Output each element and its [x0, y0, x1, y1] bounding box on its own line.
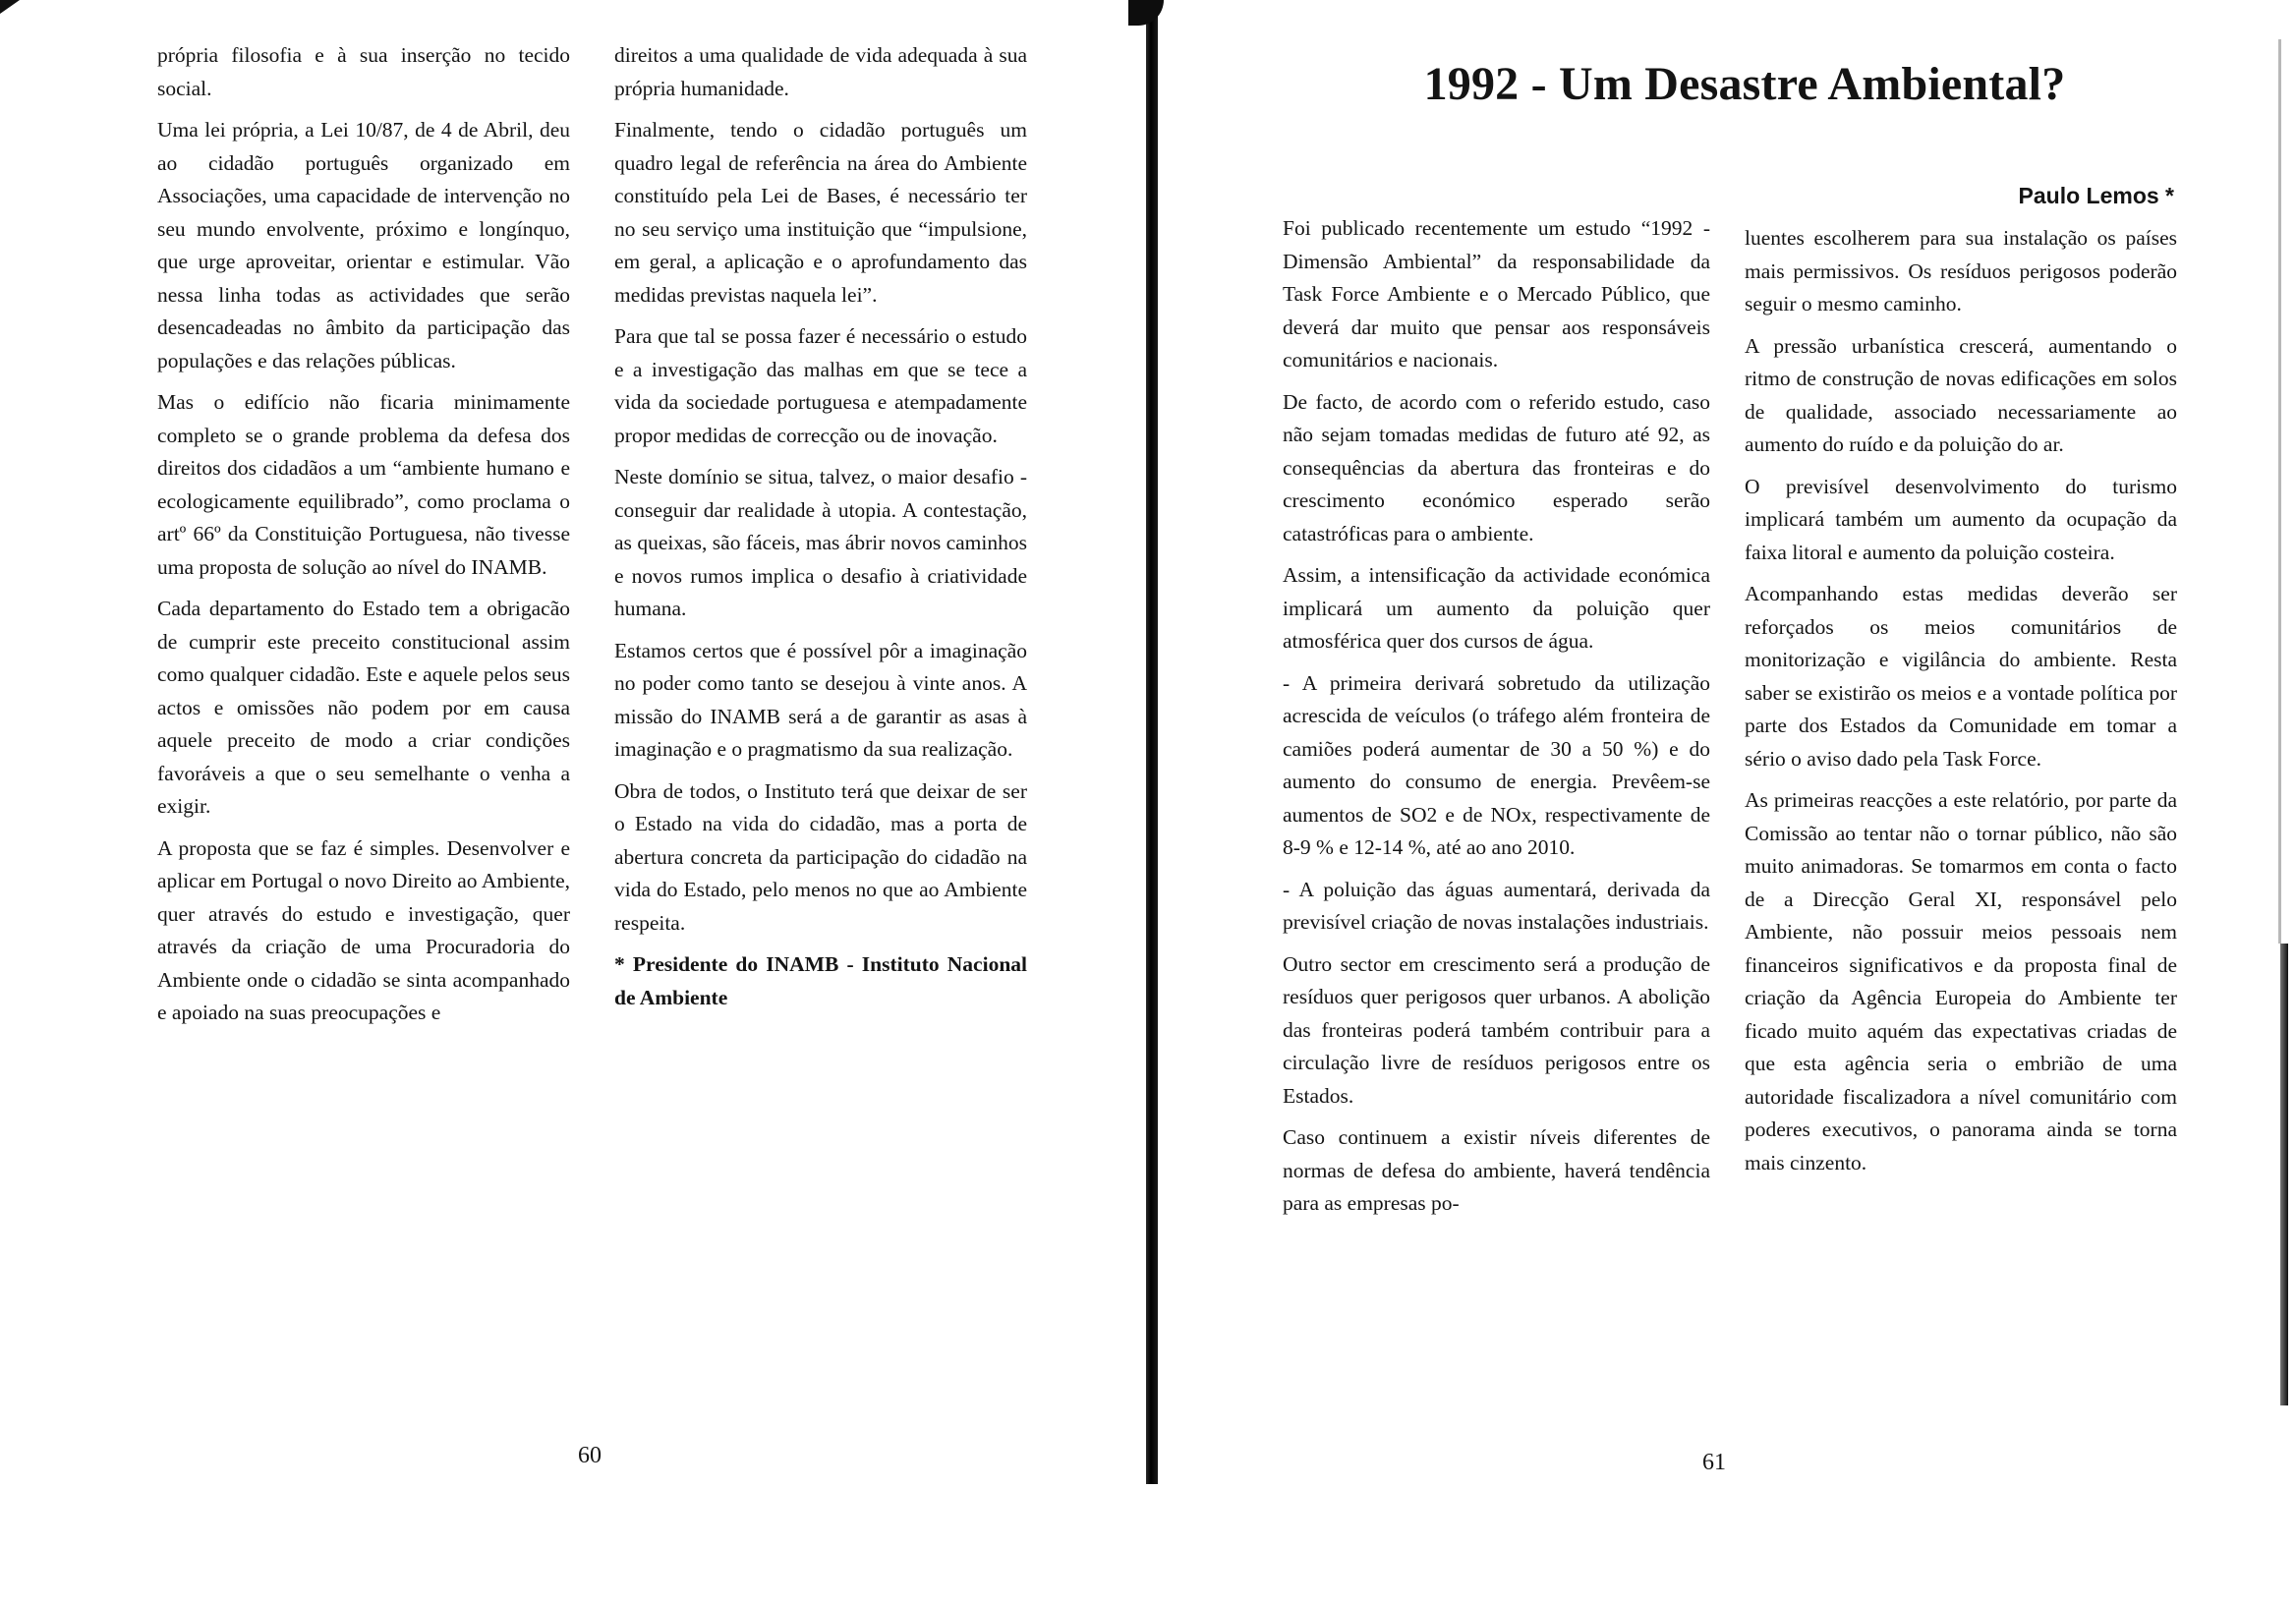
left-page-column-1	[157, 39, 570, 1039]
article-author: Paulo Lemos *	[2018, 183, 2174, 208]
paragraph: A proposta que se faz é simples. Desenvolver e aplicar em Portugal o novo Direito ao Ambiente, quer através do estudo e investigação, quer através da criação de uma Procuradoria do Ambiente onde o cidadão se sinta acompanhado e apoiado na suas preocupações e	[157, 835, 570, 1024]
book-gutter-shadow	[1146, 0, 1158, 1484]
paragraph: Neste domínio se situa, talvez, o maior desafio - conseguir dar realidade à utopia. A contestação, as queixas, são fáceis, mas ábrir novos caminhos e novos rumos implica o desafio à criatividade humana.	[614, 465, 1027, 620]
page-number: 61	[1702, 1450, 1726, 1475]
paragraph: Foi publicado recentemente um estudo “1992 - Dimensão Ambiental” da responsabilidade da Task Force Ambiente e o Mercado Público, que deverá dar muito que pensar aos responsáveis comunitários e nacionais.	[1283, 216, 1710, 372]
paragraph: Para que tal se possa fazer é necessário o estudo e a investigação das malhas em que se tece a vida da sociedade portuguesa e atempadamente propor medidas de correcção ou de inovação.	[614, 324, 1027, 447]
paragraph: Outro sector em crescimento será a produção de resíduos quer perigosos quer urbanos. A abolição das fronteiras poderá também contribuir para a circulação livre de resíduos perigosos entre os Estados.	[1283, 951, 1710, 1108]
paragraph: Obra de todos, o Instituto terá que deixar de ser o Estado na vida do cidadão, mas a porta de abertura concreta da participação do cidadão na vida do Estado, pelo menos no que ao Ambiente respeita.	[614, 778, 1027, 935]
paragraph: Mas o edifício não ficaria minimamente completo se o grande problema da defesa dos direitos dos cidadãos a um “ambiente humano e ecologicamente equilibrado”, como proclama o artº 66º da Constituição Portuguesa, não tivesse uma proposta de solução ao nível do INAMB.	[157, 390, 570, 579]
book-gutter-top-curl	[1128, 0, 1164, 26]
paragraph: Assim, a intensificação da actividade económica implicará um aumento da poluição quer atmosférica quer dos cursos de água.	[1283, 563, 1710, 653]
paragraph: própria filosofia e à sua inserção no tecido social.	[157, 43, 570, 100]
paragraph: O previsível desenvolvimento do turismo implicará também um aumento da ocupação da faixa litoral e aumento da poluição costeira.	[1745, 474, 2177, 564]
paragraph: Caso continuem a existir níveis diferentes de normas de defesa do ambiente, haverá tendência para as empresas po-	[1283, 1125, 1710, 1215]
paragraph: Uma lei própria, a Lei 10/87, de 4 de Abril, deu ao cidadão português organizado em Associações, uma capacidade de intervenção no seu mundo envolvente, próximo e longínquo, que urge aproveitar, orientar e estimular. Vão nessa linha todas as actividades que serão desencadeadas no âmbito da participação das populações e das relações públicas.	[157, 118, 570, 372]
paragraph: Acompanhando estas medidas deverão ser reforçados os meios comunitários de monitorização e vigilância do ambiente. Resta saber se existirão os meios e a vontade política por parte dos Estados da Comunidade em tomar a sério o aviso dado pela Task Force.	[1745, 582, 2177, 771]
right-page-column-2	[1745, 222, 2177, 1188]
article-title: 1992 - Um Desastre Ambiental?	[1423, 58, 2066, 110]
paragraph: - A poluição das águas aumentará, derivada da previsível criação de novas instalações industriais.	[1283, 877, 1710, 934]
paragraph: Estamos certos que é possível pôr a imaginação no poder como tanto se desejou à vinte anos. A missão do INAMB será a de garantir as asas à imaginação e o pragmatismo da sua realização.	[614, 638, 1027, 761]
footnote: * Presidente do INAMB - Instituto Nacional de Ambiente	[614, 952, 1027, 1009]
scan-corner-mark	[0, 0, 20, 14]
page-edge-right	[2280, 944, 2288, 1405]
right-page-column-1	[1283, 212, 1710, 1230]
paragraph: As primeiras reacções a este relatório, por parte da Comissão ao tentar não o tornar público, não são muito animadoras. Se tomarmos em conta o facto de a Direcção Geral XI, responsável pelo Ambiente, não possuir meios pessoais nem financeiros significativos e da proposta final de criação da Agência Europeia do Ambiente ter ficado muito aquém das expectativas criadas de que esta agência seria o embrião de uma autoridade fiscalizadora a nível comunitário com poderes executivos, o panorama ainda se torna mais cinzento.	[1745, 788, 2177, 1174]
paragraph: De facto, de acordo com o referido estudo, caso não sejam tomadas medidas de futuro até 92, as consequências da abertura das fronteiras e do crescimento económico esperado serão catastróficas para o ambiente.	[1283, 389, 1710, 545]
page-edge-right-thin	[2278, 39, 2281, 944]
paragraph: - A primeira derivará sobretudo da utilização acrescida de veículos (o tráfego além fronteira de camiões poderá aumentar de 30 a 50 %) e do aumento do consumo de energia. Prevêem-se aumentos de SO2 e de NOx, respectivamente de 8-9 % e 12-14 %, até ao ano 2010.	[1283, 670, 1710, 859]
paragraph: Cada departamento do Estado tem a obrigacão de cumprir este preceito constitucional assim como qualquer cidadão. Este e aquele pelos seus actos e omissões não podem por em causa aquele preceito de modo a criar condições favoráveis a que o seu semelhante o venha a exigir.	[157, 597, 570, 818]
paragraph: A pressão urbanística crescerá, aumentando o ritmo de construção de novas edificações em solos de qualidade, associado necessariamente ao aumento do ruído e da poluição do ar.	[1745, 333, 2177, 456]
paragraph: luentes escolherem para sua instalação os países mais permissivos. Os resíduos perigosos poderão seguir o mesmo caminho.	[1745, 226, 2177, 315]
left-page-column-2	[614, 39, 1027, 1023]
page-number: 60	[578, 1443, 602, 1468]
paragraph: direitos a uma qualidade de vida adequada à sua própria humanidade.	[614, 43, 1027, 100]
paragraph: Finalmente, tendo o cidadão português um quadro legal de referência na área do Ambiente constituído pela Lei de Bases, é necessário ter no seu serviço uma instituição que “impulsione, em geral, a aplicação e o aprofundamento das medidas previstas naquela lei”.	[614, 118, 1027, 307]
